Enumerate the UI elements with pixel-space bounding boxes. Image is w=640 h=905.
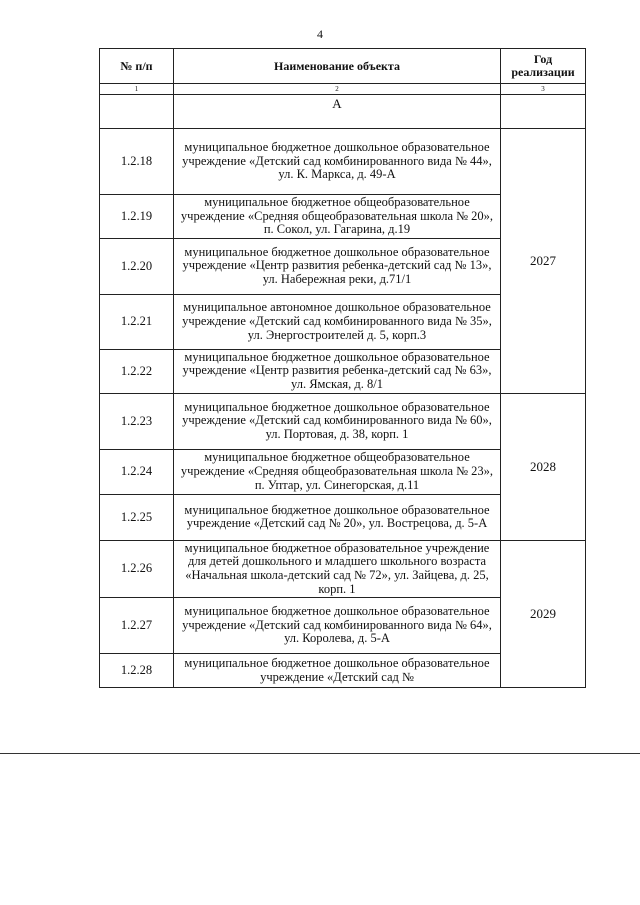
row-number: 1.2.28 <box>100 654 174 688</box>
table-header-row <box>100 49 586 84</box>
row-name: муниципальное бюджетное дошкольное образовательное учреждение «Детский сад № <box>174 654 501 688</box>
row-number: 1.2.26 <box>100 540 174 597</box>
header-year: Год реализации <box>501 49 586 84</box>
row-number: 1.2.24 <box>100 449 174 494</box>
table-row <box>100 393 586 449</box>
row-number: 1.2.25 <box>100 494 174 540</box>
header-number: № п/п <box>100 49 174 84</box>
page-number: 4 <box>317 27 323 41</box>
row-number: 1.2.19 <box>100 195 174 239</box>
page-bottom-divider <box>0 753 640 754</box>
group-num-cell <box>100 95 174 129</box>
row-name: муниципальное бюджетное общеобразовательное учреждение «Средняя общеобразовательная школа № 23», п. Уптар, ул. Синегорская, д.11 <box>174 449 501 494</box>
table-row <box>100 540 586 597</box>
year-cell: 2027 <box>501 129 586 394</box>
column-number-2: 2 <box>174 84 501 95</box>
row-name: муниципальное бюджетное образовательное учреждение для детей дошкольного и младшего школьного возраста «Начальная школа-детский сад № 72», ул. Зайцева, д. 25, корп. 1 <box>174 540 501 597</box>
row-number: 1.2.23 <box>100 393 174 449</box>
row-name: муниципальное бюджетное дошкольное образовательное учреждение «Центр развития ребенка-детский сад № 13», ул. Набережная реки, д.71/1 <box>174 238 501 294</box>
column-numbers-row <box>100 84 586 95</box>
row-name: муниципальное бюджетное дошкольное образовательное учреждение «Детский сад комбинированного вида № 44», ул. К. Маркса, д. 49-А <box>174 129 501 195</box>
row-name: муниципальное бюджетное общеобразовательное учреждение «Средняя общеобразовательная школа № 20», п. Сокол, ул. Гагарина, д.19 <box>174 195 501 239</box>
table-row <box>100 129 586 195</box>
row-number: 1.2.27 <box>100 598 174 654</box>
year-cell: 2028 <box>501 393 586 540</box>
row-name: муниципальное бюджетное дошкольное образовательное учреждение «Детский сад № 20», ул. Вострецова, д. 5-А <box>174 494 501 540</box>
objects-table <box>99 48 586 688</box>
group-year-cell <box>501 95 586 129</box>
row-name: муниципальное бюджетное дошкольное образовательное учреждение «Детский сад комбинированного вида № 64», ул. Королева, д. 5-А <box>174 598 501 654</box>
group-letter: А <box>174 95 501 129</box>
header-name: Наименование объекта <box>174 49 501 84</box>
group-row <box>100 95 586 129</box>
row-number: 1.2.21 <box>100 294 174 349</box>
row-number: 1.2.18 <box>100 129 174 195</box>
row-name: муниципальное бюджетное дошкольное образовательное учреждение «Детский сад комбинированного вида № 60», ул. Портовая, д. 38, корп. 1 <box>174 393 501 449</box>
row-name: муниципальное автономное дошкольное образовательное учреждение «Детский сад комбинированного вида № 35», ул. Энергостроителей д. 5, корп.3 <box>174 294 501 349</box>
year-cell: 2029 <box>501 540 586 687</box>
row-number: 1.2.22 <box>100 349 174 393</box>
column-number-1: 1 <box>100 84 174 95</box>
column-number-3: 3 <box>501 84 586 95</box>
row-name: муниципальное бюджетное дошкольное образовательное учреждение «Центр развития ребенка-детский сад № 63», ул. Ямская, д. 8/1 <box>174 349 501 393</box>
row-number: 1.2.20 <box>100 238 174 294</box>
